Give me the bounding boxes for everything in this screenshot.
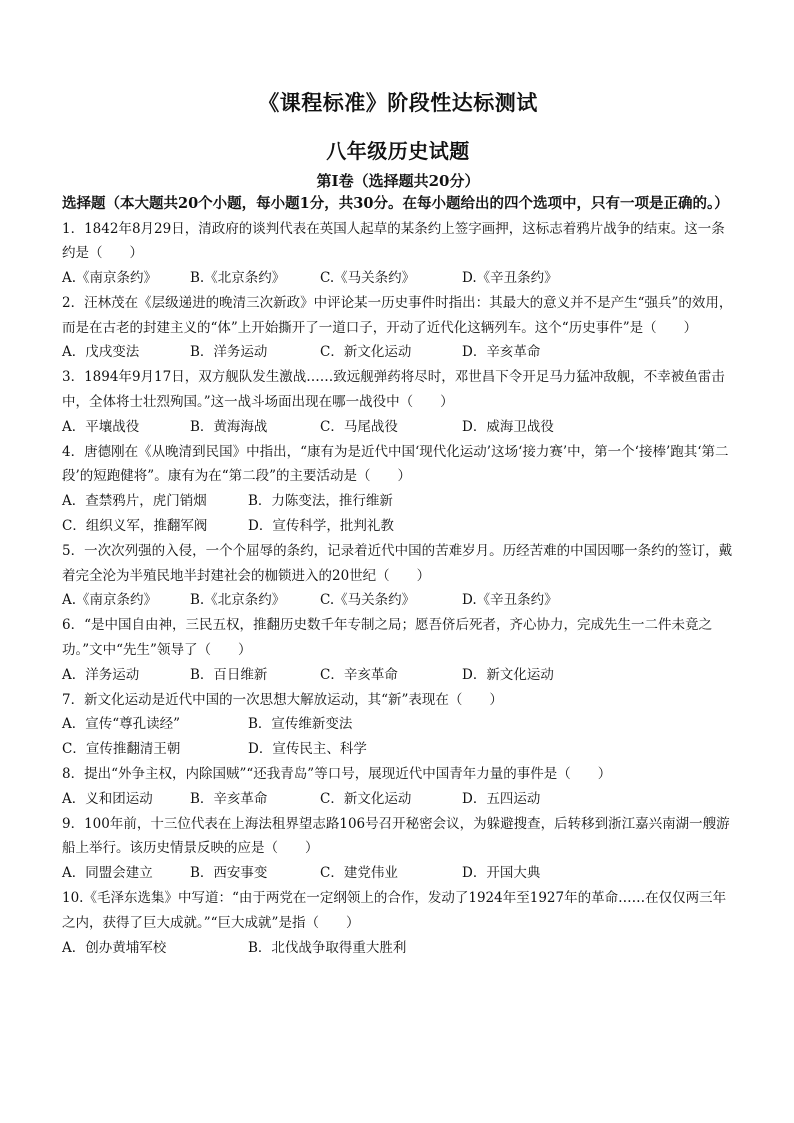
question-9 [62,812,734,886]
question-6 [62,613,734,687]
option-a[interactable]: A．义和团运动 [62,790,153,807]
question-options [62,514,734,539]
option-d[interactable]: D．威海卫战役 [462,418,554,435]
option-c[interactable]: C．组织义军，推翻军阀 [62,518,208,535]
option-d[interactable]: D．开国大典 [462,865,541,882]
option-b[interactable]: B.《北京条约》 [190,270,286,287]
instructions: 选择题（本大题共20个小题，每小题1分，共30分。在每小题给出的四个选项中，只有一项是正确的。） [62,195,729,212]
option-a[interactable]: A．宣传“尊孔读经” [62,716,181,733]
option-b[interactable]: B．西安事变 [190,865,268,882]
option-d[interactable]: D．宣传民主、科学 [248,741,367,758]
question-5 [62,539,734,613]
question-7 [62,688,734,762]
question-options [62,588,734,613]
question-stem: 1．1842年8月29日，清政府的谈判代表在英国人起草的某条约上签字画押，这标志着鸦片战争的结束。这一条约是（ ） [62,220,725,262]
option-c[interactable]: C．辛亥革命 [320,666,398,683]
option-b[interactable]: B．北伐战争取得重大胜利 [248,939,407,956]
option-a[interactable]: A．平壤战役 [62,418,140,435]
option-b[interactable]: B．辛亥革命 [190,790,268,807]
option-d[interactable]: D．新文化运动 [462,666,554,683]
question-stem: 7．新文化运动是近代中国的一次思想大解放运动，其“新”表现在（ ） [62,691,503,708]
question-options [62,861,734,886]
section-heading: 第Ⅰ卷（选择题共20分） [316,172,480,190]
exam-title: 《课程标准》阶段性达标测试 [258,90,538,115]
option-c[interactable]: C.《马关条约》 [320,270,416,287]
exam-subtitle: 八年级历史试题 [326,139,470,163]
option-b[interactable]: B．宣传维新变法 [248,716,353,733]
question-4 [62,440,734,539]
option-d[interactable]: D.《辛丑条约》 [462,592,558,609]
option-d[interactable]: D．五四运动 [462,790,541,807]
question-options [62,737,734,762]
question-stem: 3．1894年9月17日，双方舰队发生激战……致远舰弹药将尽时，邓世昌下令开足马力猛冲敌舰，不幸被鱼雷击中，全体将士壮烈殉国。”这一战斗场面出现在哪一战役中（ ） [62,369,725,411]
question-stem: 2．汪林茂在《层级递进的晚清三次新政》中评论某一历史事件时指出：其最大的意义并不是产生“强兵”的效用，而是在古老的封建主义的“体”上开始撕开了一道口子，开动了近代化这辆列车。这个“历史事件”是（ ） [62,294,733,336]
question-options [62,266,734,291]
option-d[interactable]: D．辛亥革命 [462,344,541,361]
option-c[interactable]: C．宣传推翻清王朝 [62,741,181,758]
question-options [62,489,734,514]
option-a[interactable]: A.《南京条约》 [62,270,158,287]
question-options [62,663,734,688]
option-b[interactable]: B.《北京条约》 [190,592,286,609]
option-c[interactable]: C．新文化运动 [320,344,412,361]
option-c[interactable]: C．新文化运动 [320,790,412,807]
option-a[interactable]: A．同盟会建立 [62,865,153,882]
question-2 [62,291,734,365]
option-a[interactable]: A．查禁鸦片，虎门销烟 [62,493,207,510]
question-options [62,936,734,961]
option-b[interactable]: B．百日维新 [190,666,268,683]
option-d[interactable]: D．宣传科学，批判礼教 [248,518,394,535]
question-stem: 5．一次次列强的入侵，一个个屈辱的条约，记录着近代中国的苦难岁月。历经苦难的中国因哪一条约的签订，戴着完全沦为半殖民地半封建社会的枷锁进入的20世纪（ ） [62,542,733,584]
question-options [62,787,734,812]
option-d[interactable]: D.《辛丑条约》 [462,270,558,287]
question-10 [62,886,734,960]
question-options [62,340,734,365]
question-options [62,415,734,440]
question-stem: 6．“是中国自由神，三民五权，推翻历史数千年专制之局；愿吾侪后死者，齐心协力，完成先生一二件未竟之功。”文中“先生”领导了（ ） [62,617,712,659]
question-1 [62,217,734,291]
question-stem: 4．唐德刚在《从晚清到民国》中指出，“康有为是近代中国‘现代化运动’这场‘接力赛’中，第一个‘接棒’跑其‘第二段’的短跑健将”。康有为在“第二段”的主要活动是（ ） [62,443,729,485]
option-a[interactable]: A．戊戌变法 [62,344,140,361]
question-8 [62,762,734,812]
option-c[interactable]: C．建党伟业 [320,865,398,882]
option-b[interactable]: B．力陈变法，推行维新 [248,493,393,510]
question-stem: 10.《毛泽东选集》中写道：“由于两党在一定纲领上的合作，发动了1924年至1927年的革命……在仅仅两三年之内，获得了巨大成就。”“巨大成就”是指（ ） [62,890,727,931]
option-a[interactable]: A.《南京条约》 [62,592,158,609]
option-b[interactable]: B．洋务运动 [190,344,268,361]
question-stem: 9．100年前，十三位代表在上海法租界望志路106号召开秘密会议，为躲避搜查，后转移到浙江嘉兴南湖一艘游船上举行。该历史情景反映的应是（ ） [62,815,730,857]
option-c[interactable]: C．马尾战役 [320,418,398,435]
option-a[interactable]: A．洋务运动 [62,666,140,683]
question-3 [62,365,734,439]
option-c[interactable]: C.《马关条约》 [320,592,416,609]
option-b[interactable]: B．黄海海战 [190,418,268,435]
option-a[interactable]: A．创办黄埔军校 [62,939,167,956]
exam-page [62,88,734,960]
question-stem: 8．提出“外争主权，内除国贼”“还我青岛”等口号，展现近代中国青年力量的事件是（ ） [62,766,612,783]
question-options [62,712,734,737]
